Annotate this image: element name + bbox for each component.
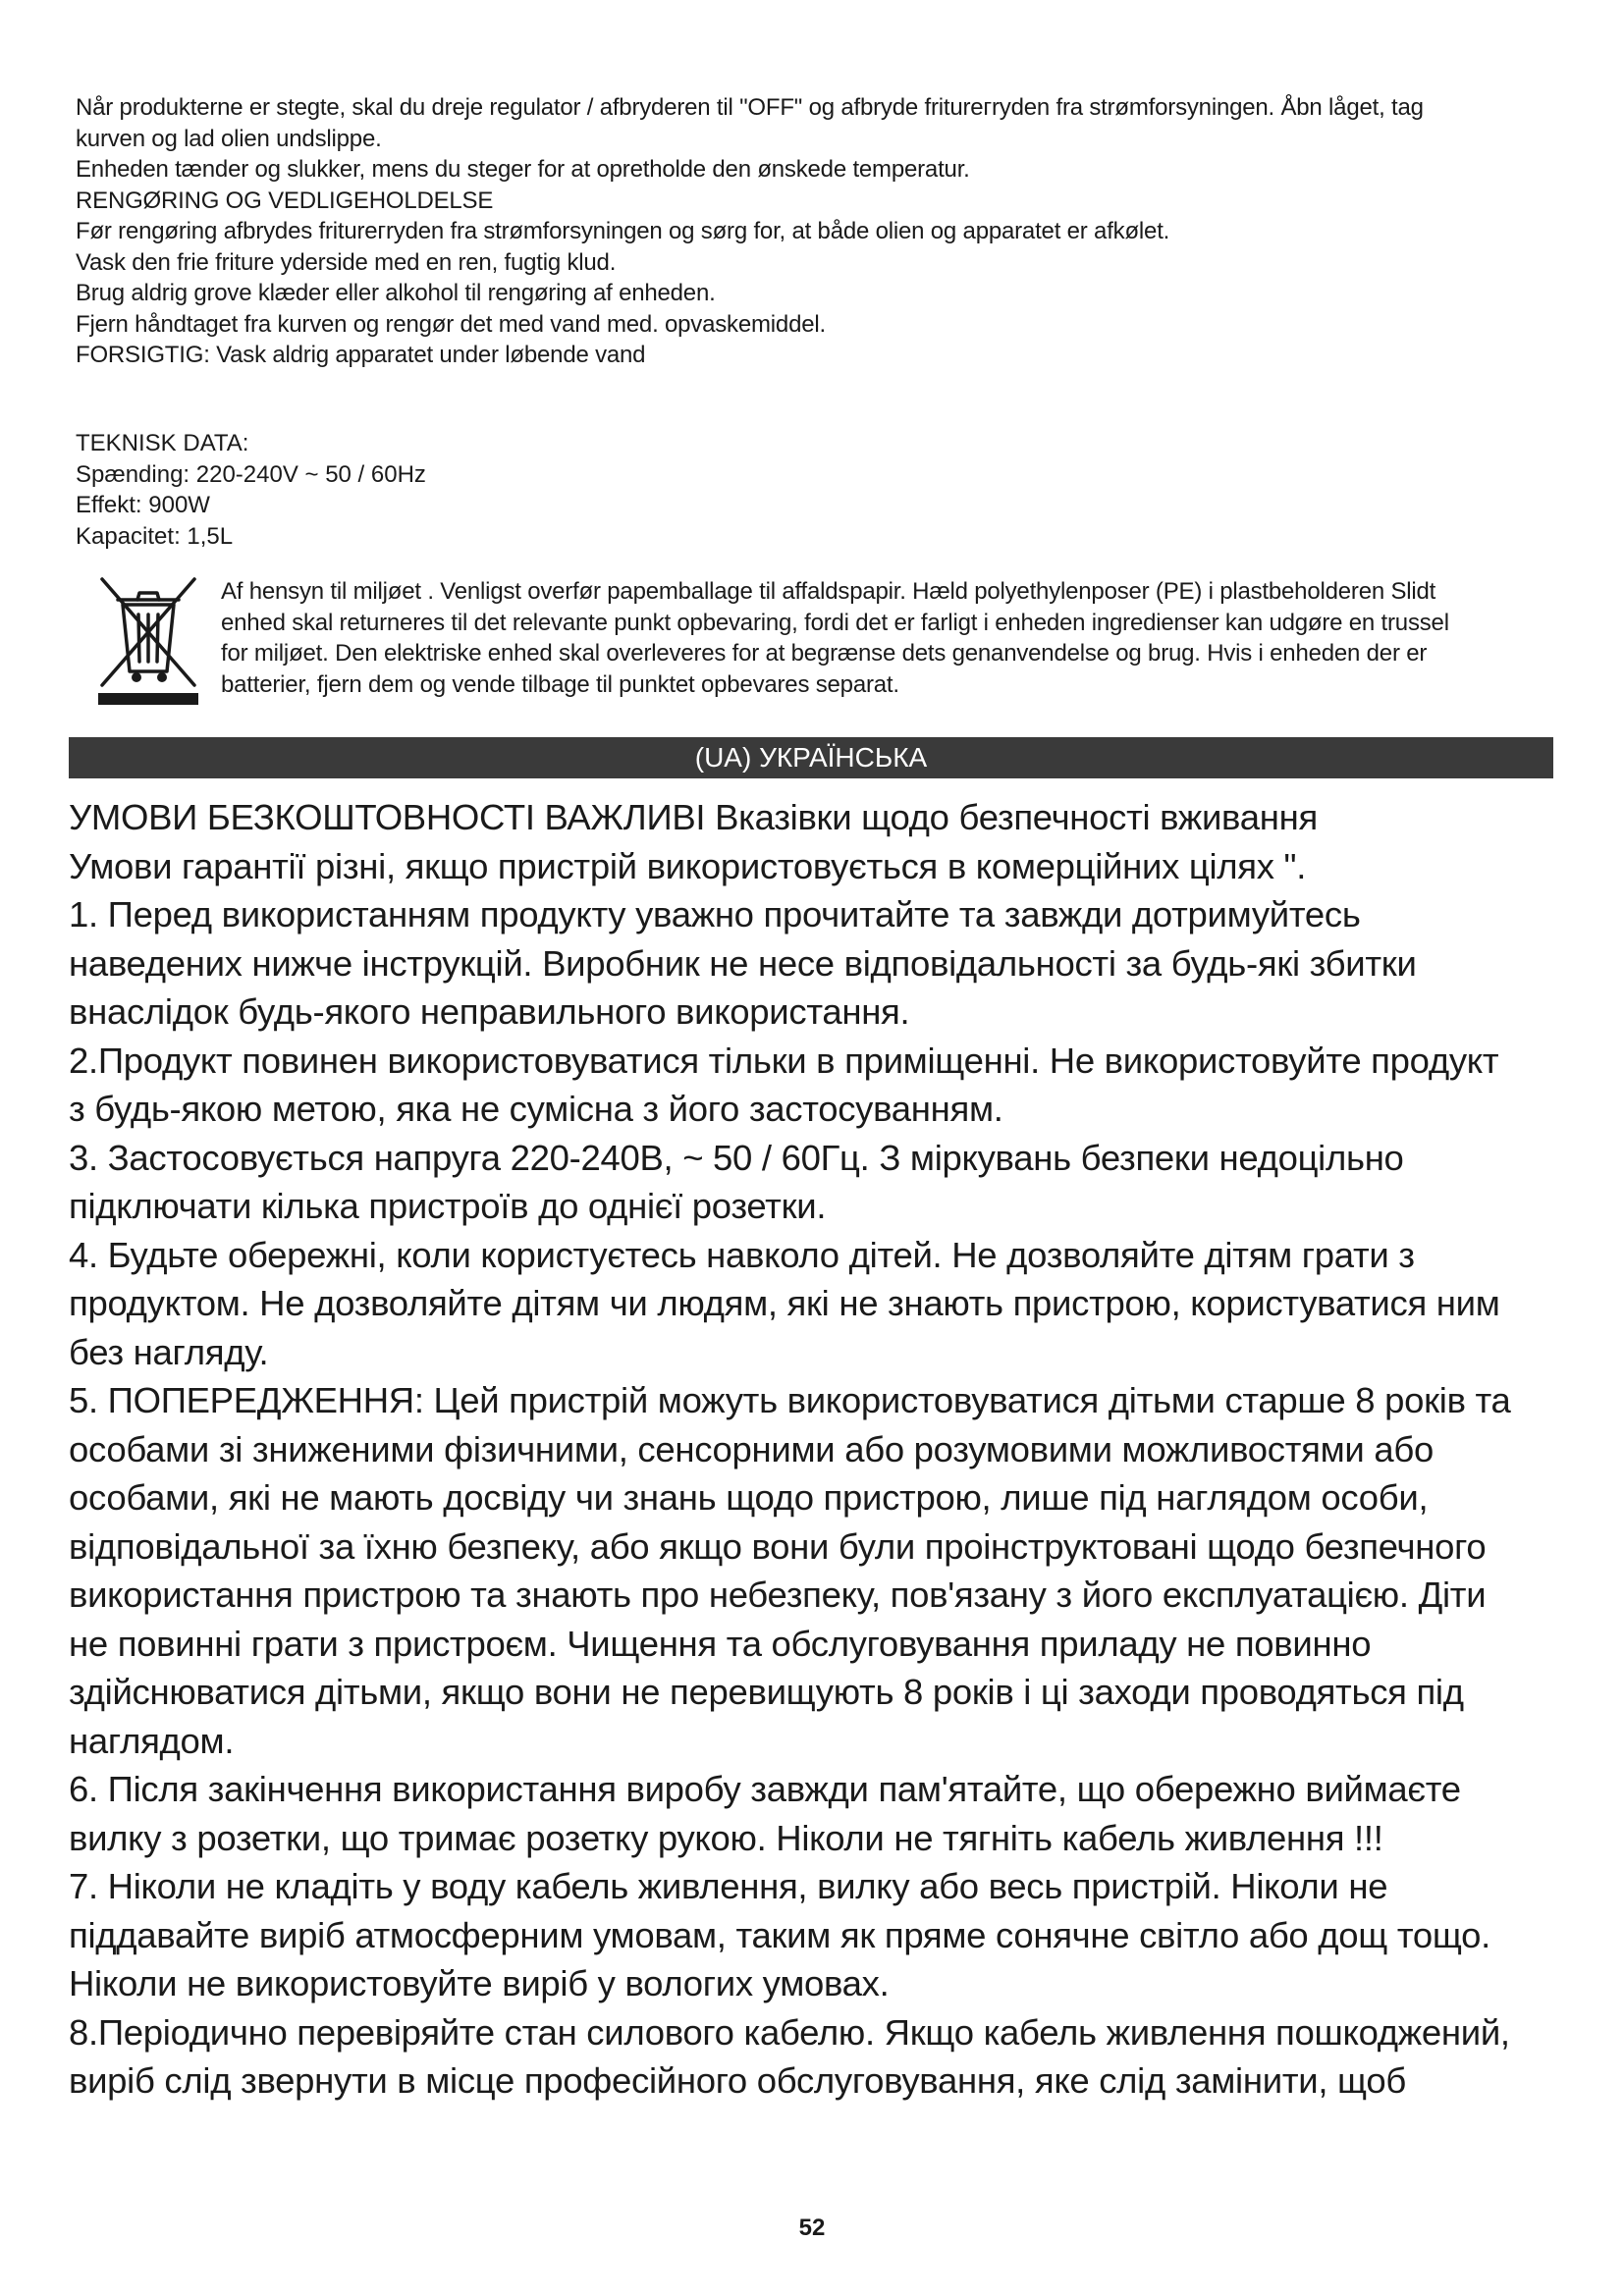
danish-line: Når produkterne er stegte, skal du dreje regulator / afbryderen til "OFF" og afbryde friturегryden fra strømforsyningen. Åbn låget, tag	[76, 94, 1424, 121]
language-section-title: (UA) УКРАЇНСЬКА	[694, 742, 928, 773]
ua-line: здійснюватися дітьми, якщо вони не перевищують 8 років і ці заходи проводяться під	[69, 1672, 1464, 1712]
environment-notice-line: batterier, fjern dem og vende tilbage til punktet opbevares separat.	[221, 670, 899, 698]
ua-line: Ніколи не використовуйте виріб у вологих умовах.	[69, 1963, 890, 2003]
ua-line: продуктом. Не дозволяйте дітям чи людям, які не знають пристрою, користуватися ним	[69, 1283, 1500, 1323]
ua-line: 5. ПОПЕРЕДЖЕННЯ: Цей пристрій можуть використовуватися дітьми старше 8 років та	[69, 1380, 1511, 1420]
danish-line: Før rengøring afbrydes friturегryden fra strømforsyningen og sørg for, at både olien og apparatet er afkølet.	[76, 218, 1170, 244]
ua-line: з будь-якою метою, яка не сумісна з його застосуванням.	[69, 1089, 1003, 1129]
ua-line: 7. Ніколи не кладіть у воду кабель живлення, вилку або весь пристрій. Ніколи не	[69, 1866, 1388, 1906]
ua-line: наведених нижче інструкцій. Виробник не несе відповідальності за будь-які збитки	[69, 942, 1417, 984]
ua-line: вилку з розетки, що тримає розетку рукою. Ніколи не тягніть кабель живлення !!!	[69, 1817, 1383, 1858]
technical-data-capacity: Kapacitet: 1,5L	[76, 522, 234, 550]
technical-data-power: Effekt: 900W	[76, 492, 210, 518]
technical-data-heading: TEKNISK DATA:	[76, 430, 249, 456]
danish-line: Vask den frie friture yderside med en ren, fugtig klud.	[76, 248, 617, 276]
ua-line: 4. Будьте обережні, коли користуєтесь навколо дітей. Не дозволяйте дітям грати з	[69, 1234, 1415, 1275]
environment-notice-line: enhed skal returneres til det relevante punkt opbevaring, fordi det er farligt i enheden ingredienser kan udgøre en trussel	[221, 609, 1449, 636]
ua-line: відповідальної за їхню безпеку, або якщо вони були проінструктовані щодо безпечного	[69, 1525, 1487, 1567]
page-number: 52	[798, 2215, 826, 2241]
danish-caution: FORSIGTIG: Vask aldrig apparatet under løbende vand	[76, 342, 646, 368]
ua-line: наглядом.	[69, 1720, 235, 1761]
ua-title-line: УМОВИ БЕЗКОШТОВНОСТІ ВАЖЛИВІ Вказівки щодо безпечності вживання	[69, 797, 1318, 837]
ua-line: використання пристрою та знають про небезпеку, пов'язану з його експлуатацією. Діти	[69, 1575, 1487, 1615]
language-section-header	[69, 737, 1553, 778]
technical-data	[76, 428, 763, 552]
ua-line: особами, які не мають досвіду чи знань щодо пристрою, лише під наглядом особи,	[69, 1477, 1429, 1518]
ua-line: 6. Після закінчення використання виробу завжди пам'ятайте, що обережно виймаєте	[69, 1769, 1461, 1809]
crossed-out-wheelie-bin-icon	[94, 573, 202, 706]
ua-line: не повинні грати з пристроєм. Чищення та обслуговування приладу не повинно	[69, 1623, 1372, 1664]
ua-line: без нагляду.	[69, 1331, 269, 1372]
environment-notice-line: for miljøet. Den elektriske enhed skal overleveres for at begrænse dets genanvendelse og brug. Hvis i enheden der er	[221, 640, 1428, 667]
ua-line: Умови гарантії різні, якщо пристрій використовується в комерційних цілях ".	[69, 845, 1307, 886]
environment-notice-line: Af hensyn til miljøet . Venligst overfør papemballage til affaldspapir. Hæld polyethylenposer (PE) i plastbeholderen Slidt	[221, 578, 1436, 605]
ua-line: 3. Застосовується напруга 220-240В, ~ 50 / 60Гц. З міркувань безпеки недоцільно	[69, 1137, 1404, 1178]
danish-line: Enheden tænder og slukker, mens du steger for at opretholde den ønskede temperatur.	[76, 156, 970, 183]
ua-line: піддавайте виріб атмосферним умовам, таким як пряме сонячне світло або дощ тощо.	[69, 1914, 1490, 1955]
ua-line: особами зі зниженими фізичними, сенсорними або розумовими можливостями або	[69, 1428, 1434, 1469]
danish-line: kurven og lad olien undslippe.	[76, 125, 382, 152]
danish-instructions	[76, 92, 1553, 371]
danish-line: Fjern håndtaget fra kurven og rengør det med vand med. opvaskemiddel.	[76, 310, 826, 338]
ua-line: виріб слід звернути в місце професійного обслуговування, яке слід замінити, щоб	[69, 2060, 1406, 2101]
ua-line: внаслідок будь-якого неправильного використання.	[69, 991, 910, 1032]
technical-data-voltage: Spænding: 220-240V ~ 50 / 60Hz	[76, 460, 426, 488]
ua-line: 1. Перед використанням продукту уважно прочитайте та завжди дотримуйтесь	[69, 894, 1361, 934]
ua-line: підключати кілька пристроїв до однієї розетки.	[69, 1186, 827, 1226]
environment-notice	[221, 576, 1566, 700]
danish-line: Brug aldrig grove klæder eller alkohol til rengøring af enheden.	[76, 280, 716, 306]
ukrainian-safety-instructions	[69, 793, 1561, 2106]
danish-cleaning-heading: RENGØRING OG VEDLIGEHOLDELSE	[76, 187, 494, 214]
ua-line: 2.Продукт повинен використовуватися тільки в приміщенні. Не використовуйте продукт	[69, 1040, 1499, 1081]
ua-line: 8.Періодично перевіряйте стан силового кабелю. Якщо кабель живлення пошкоджений,	[69, 2011, 1510, 2053]
